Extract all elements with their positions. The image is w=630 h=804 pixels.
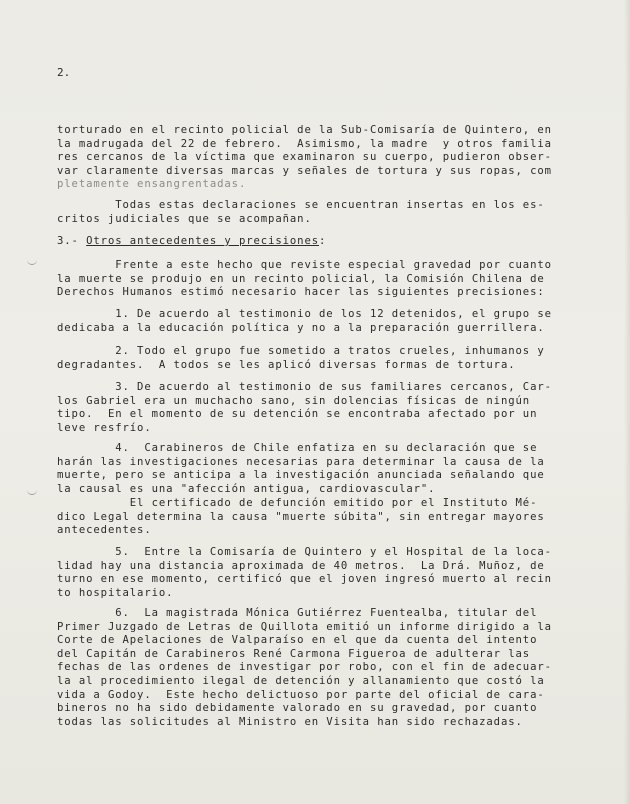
text-line: res cercanos de la víctima que examinaron su cuerpo, pudieron obser- bbox=[57, 151, 552, 164]
text-line: pletamente ensangrentadas. bbox=[57, 178, 247, 191]
text-line: 1. De acuerdo al testimonio de los 12 detenidos, el grupo se bbox=[57, 308, 552, 320]
paragraph-item-1 bbox=[57, 308, 557, 335]
text-line: Corte de Apelaciones de Valparaíso en el que da cuenta del intento bbox=[57, 634, 538, 647]
text-line: 3. De acuerdo al testimonio de sus familiares cercanos, Car- bbox=[57, 381, 552, 393]
paragraph-certificate bbox=[57, 497, 557, 538]
paragraph-3 bbox=[57, 259, 557, 300]
text-line: dico Legal determina la causa "muerte súbita", sin entregar mayores bbox=[57, 510, 545, 523]
text-line: var claramente diversas marcas y señales de tortura y sus ropas, com bbox=[57, 164, 552, 177]
text-line: la muerte se produjo en un recinto policial, la Comisión Chilena de bbox=[57, 272, 545, 285]
text-line: muerte, pero se anticipa a la investigación anunciada señalando que bbox=[57, 469, 545, 482]
paragraph-1 bbox=[57, 124, 557, 192]
text-line: antecedentes. bbox=[57, 524, 152, 537]
paragraph-item-5 bbox=[57, 546, 557, 600]
text-line: turno en ese momento, certificó que el joven ingresó muerto al recin bbox=[57, 573, 552, 586]
heading-colon: : bbox=[319, 235, 327, 247]
text-line: fechas de las ordenes de investigar por robo, con el fin de adecuar- bbox=[57, 661, 552, 674]
text-line: 6. La magistrada Mónica Gutiérrez Fuentealba, titular del bbox=[57, 607, 538, 619]
text-line: 2. Todo el grupo fue sometido a tratos crueles, inhumanos y bbox=[57, 345, 545, 357]
text-line: bineros no ha sido debidamente valorado en su gravedad, por cuanto bbox=[57, 702, 538, 715]
text-line: critos judiciales que se acompañan. bbox=[57, 212, 312, 225]
text-line: lidad hay una distancia aproximada de 40 metros. La Drá. Muñoz, de bbox=[57, 559, 545, 572]
text-line: todas las solicitudes al Ministro en Visita han sido rechazadas. bbox=[57, 715, 523, 728]
text-line: Frente a este hecho que reviste especial gravedad por cuanto bbox=[57, 259, 552, 271]
text-line: 5. Entre la Comisaría de Quintero y el Hospital de la loca- bbox=[57, 546, 552, 558]
text-line: Derechos Humanos estimó necesario hacer las siguientes precisiones: bbox=[57, 286, 545, 299]
text-line: torturado en el recinto policial de la Sub-Comisaría de Quintero, en bbox=[57, 124, 552, 136]
margin-mark bbox=[27, 488, 37, 495]
section-heading bbox=[57, 235, 557, 249]
page-edge-shadow bbox=[624, 0, 630, 804]
text-line: Primer Juzgado de Letras de Quillota emitió un informe dirigido a la bbox=[57, 620, 552, 633]
text-line: 4. Carabineros de Chile enfatiza en su declaración que se bbox=[57, 442, 538, 454]
text-line: dedicaba a la educación política y no a la preparación guerrillera. bbox=[57, 321, 545, 334]
margin-mark bbox=[27, 258, 37, 265]
heading-text: Otros antecedentes y precisiones bbox=[86, 235, 320, 247]
text-line: del Capitán de Carabineros René Carmona Figueroa de adulterar las bbox=[57, 647, 531, 660]
paragraph-item-2 bbox=[57, 345, 557, 372]
page-number: 2. bbox=[57, 66, 71, 79]
text-line: degradantes. A todos se les aplicó diversas formas de tortura. bbox=[57, 358, 516, 371]
heading-number: 3.- bbox=[57, 235, 87, 247]
text-line: harán las investigaciones necesarias para determinar la causa de la bbox=[57, 455, 545, 468]
paragraph-item-3 bbox=[57, 381, 557, 435]
text-line: El certificado de defunción emitido por el Instituto Mé- bbox=[57, 497, 538, 509]
text-line: vida a Godoy. Este hecho delictuoso por parte del oficial de cara- bbox=[57, 688, 545, 701]
text-line: la madrugada del 22 de febrero. Asimismo, la madre y otros familia bbox=[57, 137, 552, 150]
text-line: los Gabriel era un muchacho sano, sin dolencias físicas de ningún bbox=[57, 394, 531, 407]
paragraph-item-6 bbox=[57, 607, 557, 729]
paragraph-2 bbox=[57, 199, 557, 226]
text-line: leve resfrío. bbox=[57, 421, 152, 434]
text-line: tipo. En el momento de su detención se encontraba afectado por un bbox=[57, 408, 538, 421]
text-line: to hospitalario. bbox=[57, 586, 174, 599]
text-line: la causal es una "afección antigua, cardiovascular". bbox=[57, 482, 436, 495]
paragraph-item-4 bbox=[57, 442, 557, 496]
text-line: la al procedimiento ilegal de detención y allanamiento que costó la bbox=[57, 674, 545, 687]
text-line: Todas estas declaraciones se encuentran insertas en los es- bbox=[57, 199, 545, 211]
